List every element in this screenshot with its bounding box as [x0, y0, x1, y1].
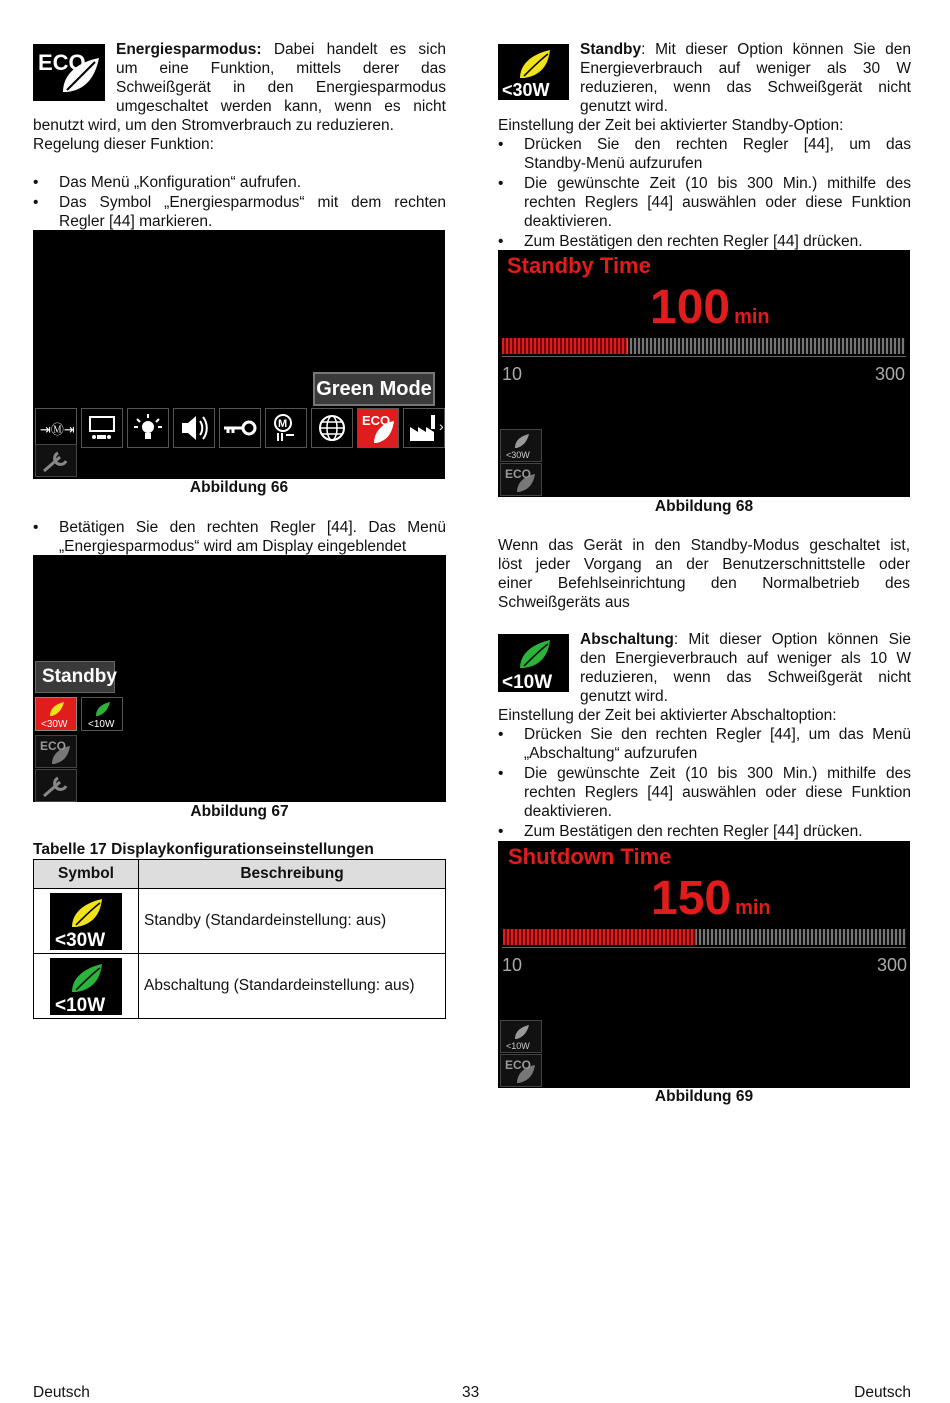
svg-text:<30W: <30W	[506, 450, 530, 460]
shutdown-10w-icon	[498, 634, 569, 692]
footer-language-right: Deutsch	[854, 1384, 911, 1401]
figure-caption: Abbildung 69	[654, 1088, 754, 1105]
list-item: • Drücken Sie den rechten Regler [44], um das Menü „Abschaltung“ aufzurufen	[498, 726, 911, 762]
eco-mode-icon	[33, 44, 105, 101]
svg-text:<10W: <10W	[55, 994, 106, 1015]
list-item: • Das Menü „Konfiguration“ aufrufen.	[33, 174, 302, 191]
wrench-icon[interactable]	[35, 444, 77, 477]
menu-item-brightness[interactable]	[127, 408, 169, 448]
menu-item-eco-selected[interactable]	[357, 408, 399, 448]
standby-30w-option[interactable]	[35, 697, 77, 731]
standby-time-value: 100 min	[650, 281, 770, 334]
svg-text:<30W: <30W	[41, 719, 68, 730]
standby-30w-icon	[498, 44, 569, 100]
svg-text:ECO: ECO	[40, 739, 67, 753]
eco-intro-text: Schweißgerät in den Energiesparmodus	[116, 79, 446, 96]
svg-text:ECO: ECO	[505, 467, 532, 481]
shutdown-time-value: 150 min	[651, 872, 771, 925]
menu-item-motor[interactable]	[35, 408, 77, 448]
figure-67-display	[33, 555, 446, 802]
eco-mode-icon[interactable]	[500, 1054, 542, 1087]
slider-max-label: 300	[874, 364, 905, 384]
svg-text:<30W: <30W	[502, 80, 550, 100]
table-title: Tabelle 17 Displaykonfigurationseinstellungen	[33, 841, 374, 858]
menu-item-language[interactable]	[311, 408, 353, 448]
menu-item-memory[interactable]	[265, 408, 307, 448]
eco-intro-text: umgeschaltet werden kann, wenn es nicht	[116, 98, 446, 115]
shutdown-time-title: Shutdown Time	[508, 844, 672, 869]
table-row	[34, 954, 446, 1019]
list-item: • Betätigen Sie den rechten Regler [44]. Das Menü „Energiesparmodus“ wird am Display eingeblendet	[33, 519, 446, 555]
menu-item-access-key[interactable]	[219, 408, 261, 448]
list-item: • Das Symbol „Energiesparmodus“ mit dem rechten Regler [44] markieren.	[33, 194, 446, 230]
shutdown-heading: Abschaltung	[580, 631, 674, 648]
svg-text:<10W: <10W	[506, 1041, 530, 1051]
list-item: • Zum Bestätigen den rechten Regler [44] drücken.	[498, 823, 863, 840]
eco-intro-text: benutzt wird, um den Stromverbrauch zu reduzieren.	[33, 117, 394, 134]
chevron-right-icon: ›	[439, 418, 444, 434]
svg-text:<10W: <10W	[88, 719, 115, 730]
standby-30w-icon[interactable]	[500, 429, 542, 462]
standby-heading: Standby	[580, 41, 642, 58]
display-config-table	[33, 859, 446, 1019]
shutdown-time-slider[interactable]	[503, 929, 906, 945]
list-item: • Drücken Sie den rechten Regler [44], um das Standby-Menü aufzurufen	[498, 136, 911, 172]
eco-heading: Energiesparmodus:	[116, 41, 262, 58]
figure-66-display	[33, 230, 445, 479]
eco-mode-icon[interactable]	[500, 463, 542, 496]
page-number: 33	[462, 1384, 480, 1401]
svg-text:⇥Ⓜ⇥: ⇥Ⓜ⇥	[40, 423, 75, 438]
eco-intro-text: Regelung dieser Funktion:	[33, 136, 214, 153]
shutdown-10w-icon	[50, 958, 122, 1015]
svg-text:ECO: ECO	[505, 1058, 532, 1072]
figure-69-display	[498, 841, 910, 1088]
table-header: Symbol	[34, 860, 139, 889]
svg-text:M: M	[278, 418, 288, 430]
wrench-icon[interactable]	[35, 769, 77, 802]
figure-caption: Abbildung 68	[654, 498, 754, 515]
standby-menu-label: Standby	[35, 661, 115, 693]
standby-time-slider[interactable]	[502, 338, 905, 354]
table-row	[34, 889, 446, 954]
slider-max-label: 300	[876, 955, 907, 975]
eco-intro-text: Dabei handelt es sich	[273, 41, 446, 58]
eco-mode-icon[interactable]	[35, 735, 77, 768]
table-cell: Abschaltung (Standardeinstellung: aus)	[139, 954, 446, 1019]
standby-time-title: Standby Time	[507, 253, 651, 278]
list-item: • Zum Bestätigen den rechten Regler [44] drücken.	[498, 233, 863, 250]
figure-caption: Abbildung 67	[190, 803, 289, 820]
table-cell: Standby (Standardeinstellung: aus)	[139, 889, 446, 954]
standby-30w-icon	[50, 893, 122, 950]
eco-intro-text: um eine Funktion, mittels derer das	[116, 60, 446, 77]
shutdown-10w-icon[interactable]	[500, 1020, 542, 1053]
list-item: • Die gewünschte Zeit (10 bis 300 Min.) mithilfe des rechten Reglers [44] auswählen oder diese Funktion deaktivieren.	[498, 765, 911, 820]
table-header: Beschreibung	[139, 860, 446, 889]
menu-item-volume[interactable]	[173, 408, 215, 448]
shutdown-10w-option[interactable]	[81, 697, 123, 731]
green-mode-tooltip: Green Mode	[313, 372, 435, 406]
list-item: • Die gewünschte Zeit (10 bis 300 Min.) mithilfe des rechten Reglers [44] auswählen oder diese Funktion deaktivieren.	[498, 175, 911, 230]
footer-language-left: Deutsch	[33, 1384, 90, 1401]
menu-item-display[interactable]	[81, 408, 123, 448]
svg-text:<10W: <10W	[502, 672, 553, 692]
figure-68-display	[498, 250, 910, 497]
svg-text:ECO: ECO	[362, 413, 391, 428]
svg-text:<30W: <30W	[55, 929, 106, 950]
slider-min-label: 10	[502, 955, 523, 975]
figure-caption: Abbildung 66	[189, 479, 289, 496]
slider-min-label: 10	[502, 364, 523, 384]
svg-text:ECO: ECO	[38, 50, 86, 75]
